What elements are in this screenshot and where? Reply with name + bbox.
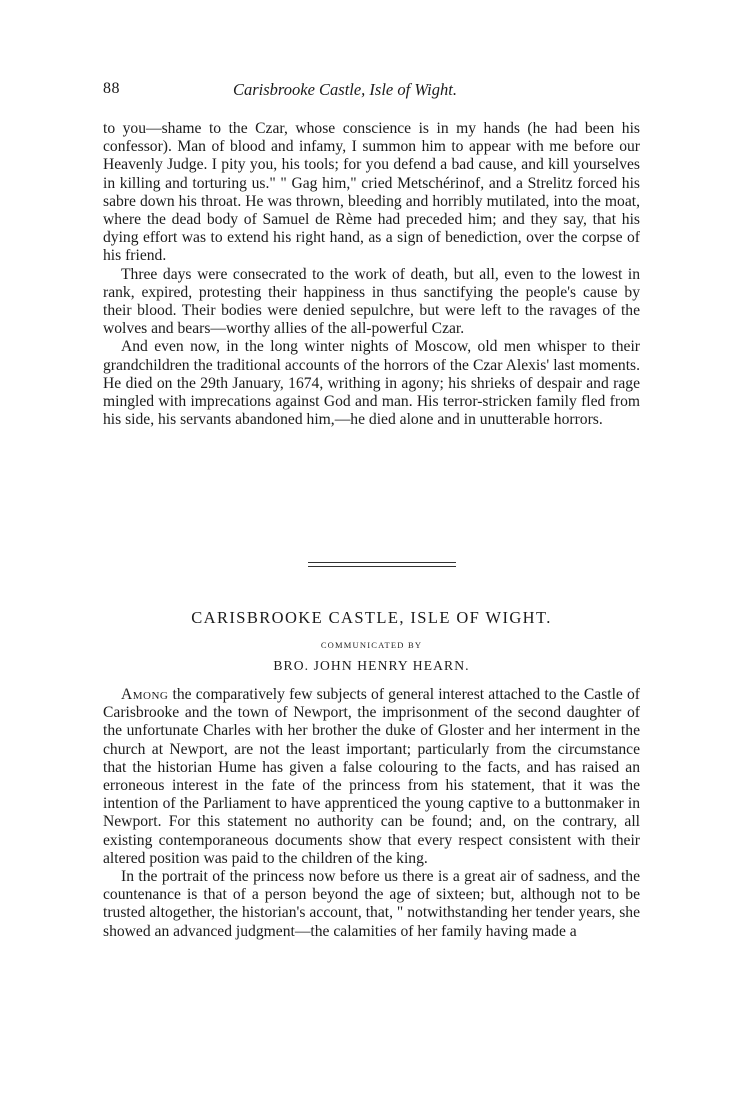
previous-article-text — [103, 120, 640, 429]
opening-word: Among — [121, 686, 169, 703]
article-title: CARISBROOKE CASTLE, ISLE OF WIGHT. — [191, 608, 552, 627]
divider-rule — [308, 562, 456, 563]
paragraph: Three days were consecrated to the work of death, but all, even to the lowest in rank, expired, protesting their happiness in thus sanctifying the people's cause by their blood. Their bodies were denied sepulchre, but were left to the ravages of the wolves and bears—worthy allies of the all-powerful Czar. — [103, 265, 640, 338]
paragraph: And even now, in the long winter nights of Moscow, old men whisper to their grandchildren the traditional accounts of the horrors of the Czar Alexis' last moments. He died on the 29th January, 1674, writhing in agony; his shrieks of despair and rage mingled with imprecations against God and man. His terror-stricken family fled from his side, his servants abandoned him,—he died alone and in unutterable horrors. — [103, 338, 640, 429]
article-author: BRO. JOHN HENRY HEARN. — [273, 658, 470, 673]
section-divider — [308, 562, 456, 567]
article-text — [103, 686, 640, 941]
running-title: Carisbrooke Castle, Isle of Wight. — [233, 80, 457, 99]
divider-rule — [308, 566, 456, 567]
page-number: 88 — [103, 80, 120, 97]
communicated-by: COMMUNICATED BY — [320, 640, 423, 650]
paragraph: In the portrait of the princess now before us there is a great air of sadness, and the countenance is that of a person beyond the age of sixteen; but, although not to be trusted altogether, the historian's account, that, " notwithstanding her tender years, she showed an advanced judgment—the calamities of her family having made a — [103, 868, 640, 940]
page-header — [103, 80, 640, 102]
paragraph-text: the comparatively few subjects of general interest attached to the Castle of Carisbrooke and the town of Newport, the imprisonment of the second daughter of the unfortunate Charles with her brother the duke of Gloster and her interment in the church at Newport, are not the least important; particularly from the circumstance that the historian Hume has given a false colouring to the facts, and has raised an erroneous interest in the fate of the princess from his statement, that it was the intention of the Parliament to have apprenticed the young captive to a buttonmaker in Newport. For this statement no authority can be found; and, on the contrary, all existing contemporaneous documents show that every respect consistent with their altered position was paid to the children of the king. — [103, 686, 640, 867]
paragraph: to you—shame to the Czar, whose conscience is in my hands (he had been his confessor). Man of blood and infamy, I summon him to appear with me before our Heavenly Judge. I pity you, his tools; for you defend a bad cause, and kill yourselves in killing and torturing us." " Gag him," cried Metschérinof, and a Strelitz forced his sabre down his throat. He was thrown, bleeding and horribly mutilated, into the moat, where the dead body of Samuel de Rème had preceded him; and they say, that his dying effort was to extend his right hand, as a sign of benediction, over the corpse of his friend. — [103, 120, 640, 265]
paragraph — [103, 686, 640, 868]
